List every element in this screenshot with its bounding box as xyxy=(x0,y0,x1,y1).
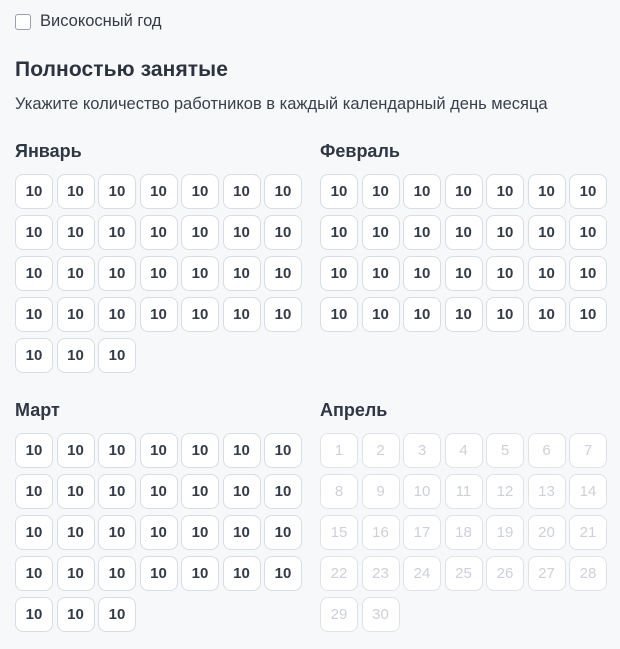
day-input[interactable] xyxy=(320,515,358,550)
day-input[interactable] xyxy=(140,474,178,509)
day-input[interactable] xyxy=(528,297,566,332)
day-input[interactable] xyxy=(181,515,219,550)
day-input[interactable] xyxy=(486,556,524,591)
day-input[interactable] xyxy=(528,174,566,209)
day-input[interactable] xyxy=(57,338,95,373)
month-section-april xyxy=(320,400,610,632)
day-input[interactable] xyxy=(486,515,524,550)
day-input[interactable] xyxy=(57,215,95,250)
day-input[interactable] xyxy=(569,215,607,250)
day-input[interactable] xyxy=(320,556,358,591)
day-input[interactable] xyxy=(140,297,178,332)
day-input[interactable] xyxy=(15,515,53,550)
month-title: Февраль xyxy=(320,141,400,161)
day-input[interactable] xyxy=(403,297,441,332)
day-input[interactable] xyxy=(528,433,566,468)
day-input[interactable] xyxy=(181,215,219,250)
day-input[interactable] xyxy=(181,433,219,468)
day-input[interactable] xyxy=(15,215,53,250)
day-input[interactable] xyxy=(181,474,219,509)
day-input[interactable] xyxy=(223,297,261,332)
day-input[interactable] xyxy=(569,174,607,209)
day-input[interactable] xyxy=(486,256,524,291)
day-input[interactable] xyxy=(15,556,53,591)
day-input[interactable] xyxy=(320,597,358,632)
day-input[interactable] xyxy=(569,556,607,591)
page-subtitle: Укажите количество работников в каждый календарный день месяца xyxy=(15,95,548,113)
day-input[interactable] xyxy=(362,256,400,291)
day-input[interactable] xyxy=(181,556,219,591)
day-input[interactable] xyxy=(140,256,178,291)
day-input[interactable] xyxy=(445,215,483,250)
month-title: Январь xyxy=(15,141,82,161)
day-input[interactable] xyxy=(181,297,219,332)
day-input[interactable] xyxy=(403,256,441,291)
day-input[interactable] xyxy=(264,515,302,550)
month-title: Март xyxy=(15,400,60,420)
day-input[interactable] xyxy=(15,474,53,509)
day-input[interactable] xyxy=(445,256,483,291)
day-input[interactable] xyxy=(57,433,95,468)
day-input[interactable] xyxy=(57,297,95,332)
day-input[interactable] xyxy=(264,215,302,250)
day-input[interactable] xyxy=(15,597,53,632)
day-grid xyxy=(15,433,305,632)
day-grid xyxy=(15,174,305,373)
day-input[interactable] xyxy=(528,556,566,591)
day-input[interactable] xyxy=(223,174,261,209)
day-input[interactable] xyxy=(528,474,566,509)
leap-year-checkbox[interactable] xyxy=(15,14,31,30)
page-title: Полностью занятые xyxy=(15,58,228,81)
day-input[interactable] xyxy=(445,297,483,332)
month-section-january xyxy=(15,141,305,373)
day-input[interactable] xyxy=(264,474,302,509)
day-input[interactable] xyxy=(223,433,261,468)
day-input[interactable] xyxy=(362,433,400,468)
day-input[interactable] xyxy=(140,174,178,209)
day-input[interactable] xyxy=(57,174,95,209)
day-input[interactable] xyxy=(98,597,136,632)
month-title: Апрель xyxy=(320,400,388,420)
day-input[interactable] xyxy=(486,215,524,250)
day-input[interactable] xyxy=(15,338,53,373)
day-input[interactable] xyxy=(98,433,136,468)
day-input[interactable] xyxy=(57,597,95,632)
day-grid xyxy=(320,433,610,632)
day-input[interactable] xyxy=(15,297,53,332)
day-input[interactable] xyxy=(140,515,178,550)
day-input[interactable] xyxy=(320,215,358,250)
day-input[interactable] xyxy=(403,174,441,209)
day-grid xyxy=(320,174,610,332)
day-input[interactable] xyxy=(403,556,441,591)
day-input[interactable] xyxy=(569,433,607,468)
leap-year-row[interactable] xyxy=(15,12,610,31)
day-input[interactable] xyxy=(528,256,566,291)
day-input[interactable] xyxy=(403,433,441,468)
leap-year-label: Високосный год xyxy=(40,12,162,30)
day-input[interactable] xyxy=(57,474,95,509)
day-input[interactable] xyxy=(98,174,136,209)
day-input[interactable] xyxy=(57,256,95,291)
day-input[interactable] xyxy=(140,433,178,468)
day-input[interactable] xyxy=(569,297,607,332)
day-input[interactable] xyxy=(264,556,302,591)
day-input[interactable] xyxy=(445,433,483,468)
day-input[interactable] xyxy=(264,433,302,468)
day-input[interactable] xyxy=(486,433,524,468)
month-section-march xyxy=(15,400,305,632)
day-input[interactable] xyxy=(403,215,441,250)
day-input[interactable] xyxy=(403,474,441,509)
day-input[interactable] xyxy=(98,256,136,291)
day-input[interactable] xyxy=(264,256,302,291)
day-input[interactable] xyxy=(320,174,358,209)
day-input[interactable] xyxy=(362,174,400,209)
months-grid xyxy=(15,141,610,632)
day-input[interactable] xyxy=(98,474,136,509)
day-input[interactable] xyxy=(264,297,302,332)
day-input[interactable] xyxy=(320,474,358,509)
day-input[interactable] xyxy=(98,556,136,591)
day-input[interactable] xyxy=(528,215,566,250)
day-input[interactable] xyxy=(15,433,53,468)
day-input[interactable] xyxy=(445,174,483,209)
day-input[interactable] xyxy=(15,174,53,209)
day-input[interactable] xyxy=(486,297,524,332)
day-input[interactable] xyxy=(223,215,261,250)
day-input[interactable] xyxy=(569,474,607,509)
day-input[interactable] xyxy=(569,515,607,550)
day-input[interactable] xyxy=(403,515,441,550)
day-input[interactable] xyxy=(98,215,136,250)
day-input[interactable] xyxy=(98,515,136,550)
day-input[interactable] xyxy=(140,556,178,591)
day-input[interactable] xyxy=(362,297,400,332)
day-input[interactable] xyxy=(362,597,400,632)
day-input[interactable] xyxy=(57,556,95,591)
day-input[interactable] xyxy=(362,474,400,509)
day-input[interactable] xyxy=(362,515,400,550)
day-input[interactable] xyxy=(15,256,53,291)
month-section-february xyxy=(320,141,610,332)
day-input[interactable] xyxy=(445,556,483,591)
day-input[interactable] xyxy=(486,474,524,509)
day-input[interactable] xyxy=(140,215,178,250)
day-input[interactable] xyxy=(320,256,358,291)
day-input[interactable] xyxy=(57,515,95,550)
day-input[interactable] xyxy=(264,174,302,209)
day-input[interactable] xyxy=(362,215,400,250)
day-input[interactable] xyxy=(528,515,566,550)
day-input[interactable] xyxy=(181,256,219,291)
day-input[interactable] xyxy=(223,474,261,509)
day-input[interactable] xyxy=(223,256,261,291)
day-input[interactable] xyxy=(181,174,219,209)
day-input[interactable] xyxy=(98,297,136,332)
day-input[interactable] xyxy=(223,515,261,550)
day-input[interactable] xyxy=(223,556,261,591)
day-input[interactable] xyxy=(445,474,483,509)
day-input[interactable] xyxy=(98,338,136,373)
day-input[interactable] xyxy=(320,433,358,468)
day-input[interactable] xyxy=(362,556,400,591)
day-input[interactable] xyxy=(320,297,358,332)
day-input[interactable] xyxy=(569,256,607,291)
day-input[interactable] xyxy=(486,174,524,209)
day-input[interactable] xyxy=(445,515,483,550)
